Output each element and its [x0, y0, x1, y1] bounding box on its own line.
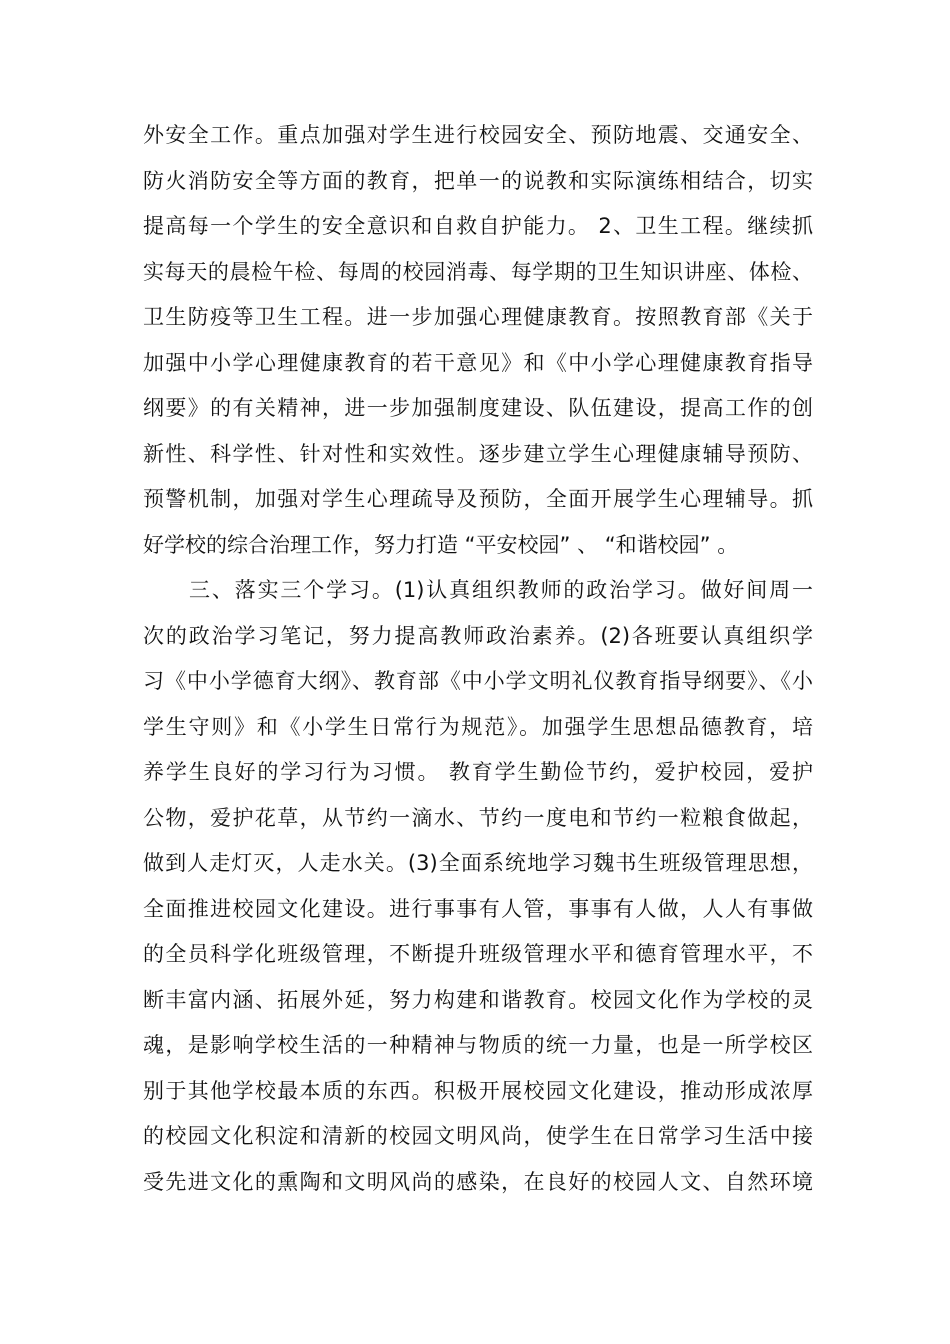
paragraph-three-studies — [143, 568, 813, 1205]
text-line: 外安全工作。重点加强对学生进行校园安全、预防地震、交通安全、 — [143, 123, 813, 147]
text-line: 学生守则》和《小学生日常行为规范》。加强学生思想品德教育，培 — [143, 714, 813, 739]
text-line: 新性、科学性、针对性和实效性。逐步建立学生心理健康辅导预防、 — [143, 441, 813, 466]
text-line: 受先进文化的熏陶和文明风尚的感染，在良好的校园人文、自然环境 — [143, 1169, 813, 1194]
text-line: 提高每一个学生的安全意识和自救自护能力。 2、卫生工程。继续抓 — [143, 214, 813, 238]
text-line: 卫生防疫等卫生工程。进一步加强心理健康教育。按照教育部《关于 — [143, 305, 813, 329]
text-line: 别于其他学校最本质的东西。积极开展校园文化建设，推动形成浓厚 — [143, 1078, 813, 1103]
text-line: 断丰富内涵、拓展外延，努力构建和谐教育。校园文化作为学校的灵 — [143, 987, 813, 1012]
text-line: 实每天的晨检午检、每周的校园消毒、每学期的卫生知识讲座、体检、 — [143, 259, 813, 284]
text-line: 魂，是影响学校生活的一种精神与物质的统一力量，也是一所学校区 — [143, 1033, 813, 1057]
text-line: 次的政治学习笔记，努力提高教师政治素养。(2)各班要认真组织学 — [143, 623, 813, 648]
text-line: 的校园文化积淀和清新的校园文明风尚，使学生在日常学习生活中接 — [143, 1124, 813, 1148]
text-line: 防火消防安全等方面的教育，把单一的说教和实际演练相结合，切实 — [143, 168, 813, 193]
text-line: 纲要》的有关精神，进一步加强制度建设、队伍建设，提高工作的创 — [143, 396, 813, 420]
text-line: 预警机制，加强对学生心理疏导及预防，全面开展学生心理辅导。抓 — [143, 487, 813, 511]
text-line: 做到人走灯灭，人走水关。(3)全面系统地学习魏书生班级管理思想， — [143, 851, 813, 875]
text-line: 的全员科学化班级管理，不断提升班级管理水平和德育管理水平，不 — [143, 942, 813, 966]
text-line: 好学校的综合治理工作，努力打造 “平安校园” 、 “和谐校园” 。 — [143, 532, 739, 557]
paragraph-safety-health — [143, 113, 813, 568]
text-line: 习《中小学德育大纲》、教育部《中小学文明礼仪教育指导纲要》、《小 — [143, 669, 813, 693]
text-line: 养学生良好的学习行为习惯。 教育学生勤俭节约，爱护校园，爱护 — [143, 760, 813, 784]
text-line: 加强中小学心理健康教育的若干意见》和《中小学心理健康教育指导 — [143, 350, 813, 375]
text-line: 公物，爱护花草，从节约一滴水、节约一度电和节约一粒粮食做起， — [143, 805, 813, 830]
text-line: 三、落实三个学习。(1)认真组织教师的政治学习。做好间周一 — [189, 578, 813, 602]
document-body — [143, 113, 813, 1205]
text-line: 全面推进校园文化建设。进行事事有人管，事事有人做，人人有事做 — [143, 896, 813, 921]
